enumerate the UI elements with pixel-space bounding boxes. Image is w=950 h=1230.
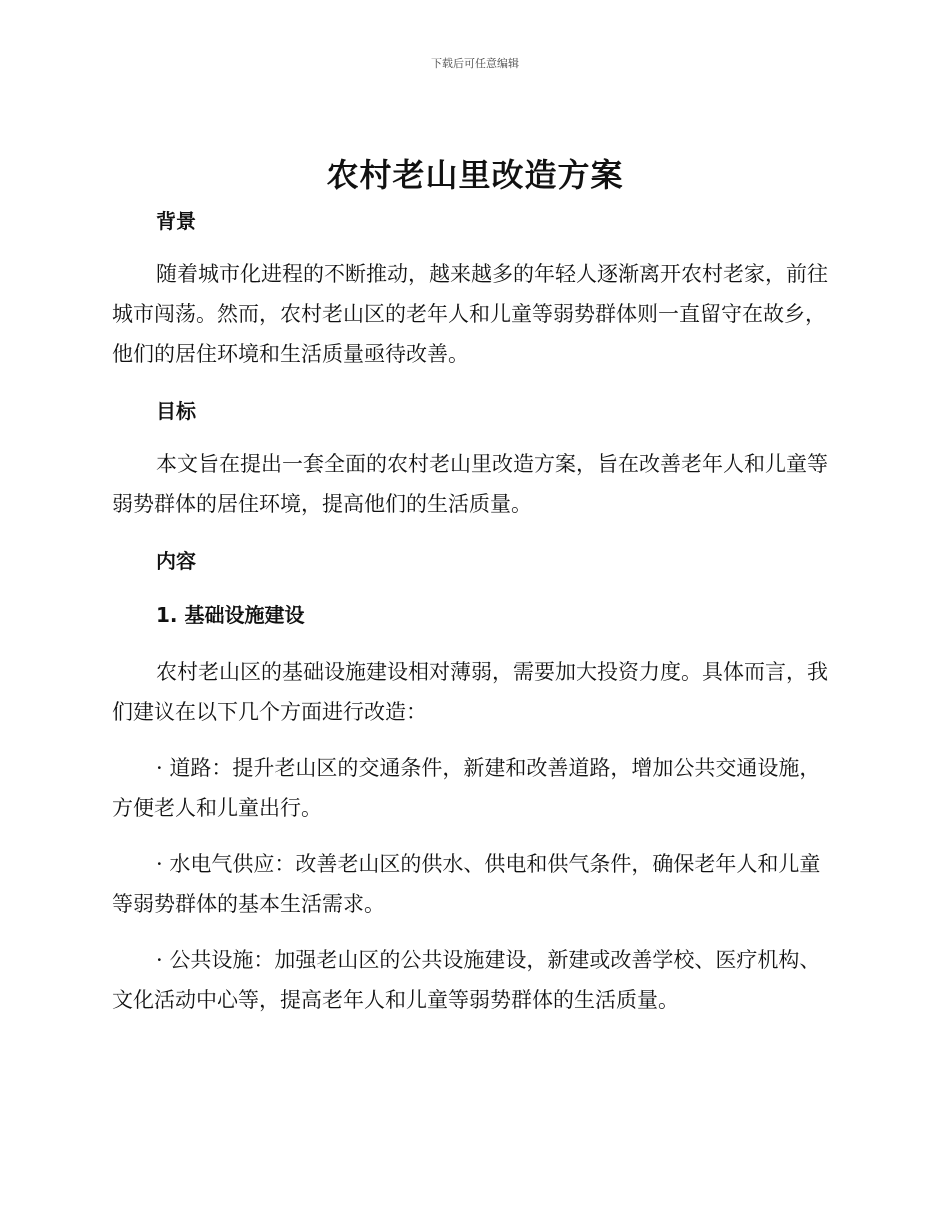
spacer bbox=[112, 828, 834, 844]
bullet-utilities: · 水电气供应：改善老山区的供水、供电和供气条件，确保老年人和儿童等弱势群体的基本生活需求。 bbox=[112, 852, 821, 916]
sub-heading-infrastructure: 1. 基础设施建设 bbox=[156, 603, 305, 627]
spacer bbox=[112, 428, 834, 444]
spacer bbox=[112, 238, 834, 254]
bullet-roads: · 道路：提升老山区的交通条件，新建和改善道路，增加公共交通设施，方便老人和儿童出行。 bbox=[112, 756, 821, 820]
spacer bbox=[112, 578, 834, 598]
header-note: 下载后可任意编辑 bbox=[431, 57, 519, 70]
section-heading-goal: 目标 bbox=[156, 399, 196, 423]
section-heading-background: 背景 bbox=[156, 209, 196, 233]
background-paragraph: 随着城市化进程的不断推动，越来越多的年轻人逐渐离开农村老家，前往城市闯荡。然而，农村老山区的老年人和儿童等弱势群体则一直留守在故乡，他们的居住环境和生活质量亟待改善。 bbox=[112, 262, 828, 366]
spacer bbox=[112, 732, 834, 748]
document-body bbox=[112, 204, 834, 1020]
goal-paragraph: 本文旨在提出一套全面的农村老山里改造方案，旨在改善老年人和儿童等弱势群体的居住环境，提高他们的生活质量。 bbox=[112, 452, 828, 516]
spacer bbox=[112, 524, 834, 544]
section-heading-content: 内容 bbox=[156, 549, 196, 573]
spacer bbox=[112, 632, 834, 652]
spacer bbox=[112, 374, 834, 394]
infrastructure-intro-paragraph: 农村老山区的基础设施建设相对薄弱，需要加大投资力度。具体而言，我们建议在以下几个方面进行改造： bbox=[112, 660, 828, 724]
spacer bbox=[112, 924, 834, 940]
bullet-public-facilities: · 公共设施：加强老山区的公共设施建设，新建或改善学校、医疗机构、文化活动中心等，提高老年人和儿童等弱势群体的生活质量。 bbox=[112, 948, 821, 1012]
document-title: 农村老山里改造方案 bbox=[326, 156, 624, 194]
